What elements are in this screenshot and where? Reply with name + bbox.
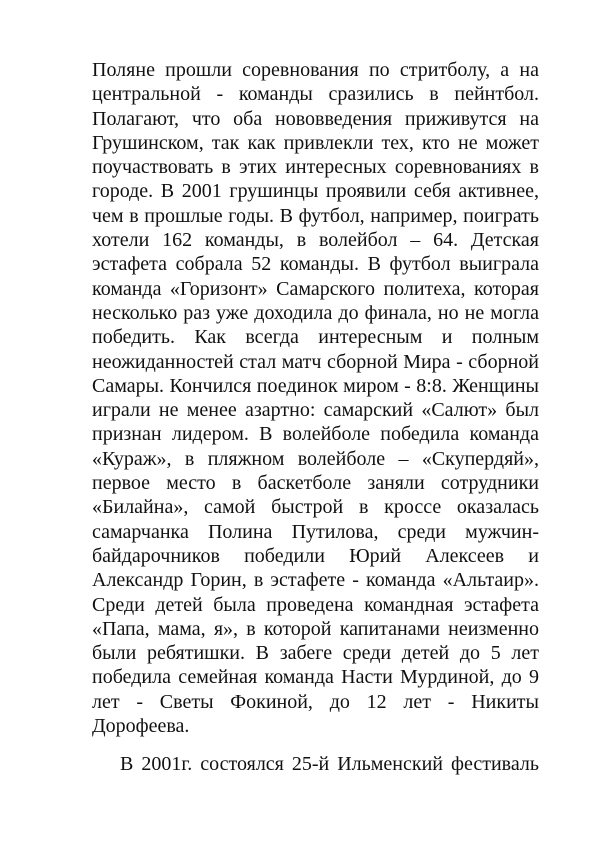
text-line: поучаствовать в этих интересных соревнованиях в xyxy=(92,156,539,179)
text-line: первое место в баскетболе заняли сотрудники xyxy=(92,472,539,495)
text-line: играли не менее азартно: самарский «Салют» был xyxy=(92,399,539,422)
text-line: были ребятишки. В забеге среди детей до 5 лет xyxy=(92,642,539,665)
text-line: центральной - команды сразились в пейнтбол. xyxy=(92,83,539,106)
text-line: Александр Горин, в эстафете - команда «Альтаир». xyxy=(92,569,539,592)
text-line: «Кураж», в пляжном волейболе – «Скупердяй», xyxy=(92,447,539,470)
text-line: неожиданностей стал матч сборной Мира - сборной xyxy=(92,350,539,373)
text-line: победить. Как всегда интересным и полным xyxy=(92,326,539,349)
text-line: Самары. Кончился поединок миром - 8:8. Женщины xyxy=(92,374,539,397)
text-line: лет - Светы Фокиной, до 12 лет - Никиты xyxy=(92,690,539,713)
text-line: команда «Горизонт» Самарского политеха, которая xyxy=(92,277,539,300)
text-line: несколько раз уже доходила до финала, но не могла xyxy=(92,301,539,324)
text-line: городе. В 2001 грушинцы проявили себя активнее, xyxy=(92,180,539,203)
paragraph-gap xyxy=(92,738,539,752)
text-line: признан лидером. В волейболе победила команда xyxy=(92,423,539,446)
text-line: самарчанка Полина Путилова, среди мужчин- xyxy=(92,520,539,543)
text-line: Дорофеева. xyxy=(92,715,190,738)
text-line: эстафета собрала 52 команды. В футбол выиграла xyxy=(92,253,539,276)
text-line: победила семейная команда Насти Мурдиной, до 9 xyxy=(92,666,539,689)
text-line: Среди детей была проведена командная эстафета xyxy=(92,593,539,616)
body-text xyxy=(92,58,539,777)
paragraph-1 xyxy=(92,58,539,738)
text-line: В 2001г. состоялся 25-й Ильменский фестиваль xyxy=(120,753,539,776)
text-line: Поляне прошли соревнования по стритболу, а на xyxy=(92,59,539,81)
text-line: байдарочников победили Юрий Алексеев и xyxy=(92,544,539,567)
text-line: Полагают, что оба нововведения приживутся на xyxy=(92,107,539,130)
text-line: Грушинском, так как привлекли тех, кто не может xyxy=(92,131,539,154)
text-line: чем в прошлые годы. В футбол, например, поиграть xyxy=(92,204,539,227)
text-line: «Папа, мама, я», в которой капитанами неизменно xyxy=(92,617,539,640)
text-line: хотели 162 команды, в волейбол – 64. Детская xyxy=(92,229,539,252)
text-line: «Билайна», самой быстрой в кроссе оказалась xyxy=(92,496,539,519)
paragraph-2 xyxy=(92,752,539,776)
